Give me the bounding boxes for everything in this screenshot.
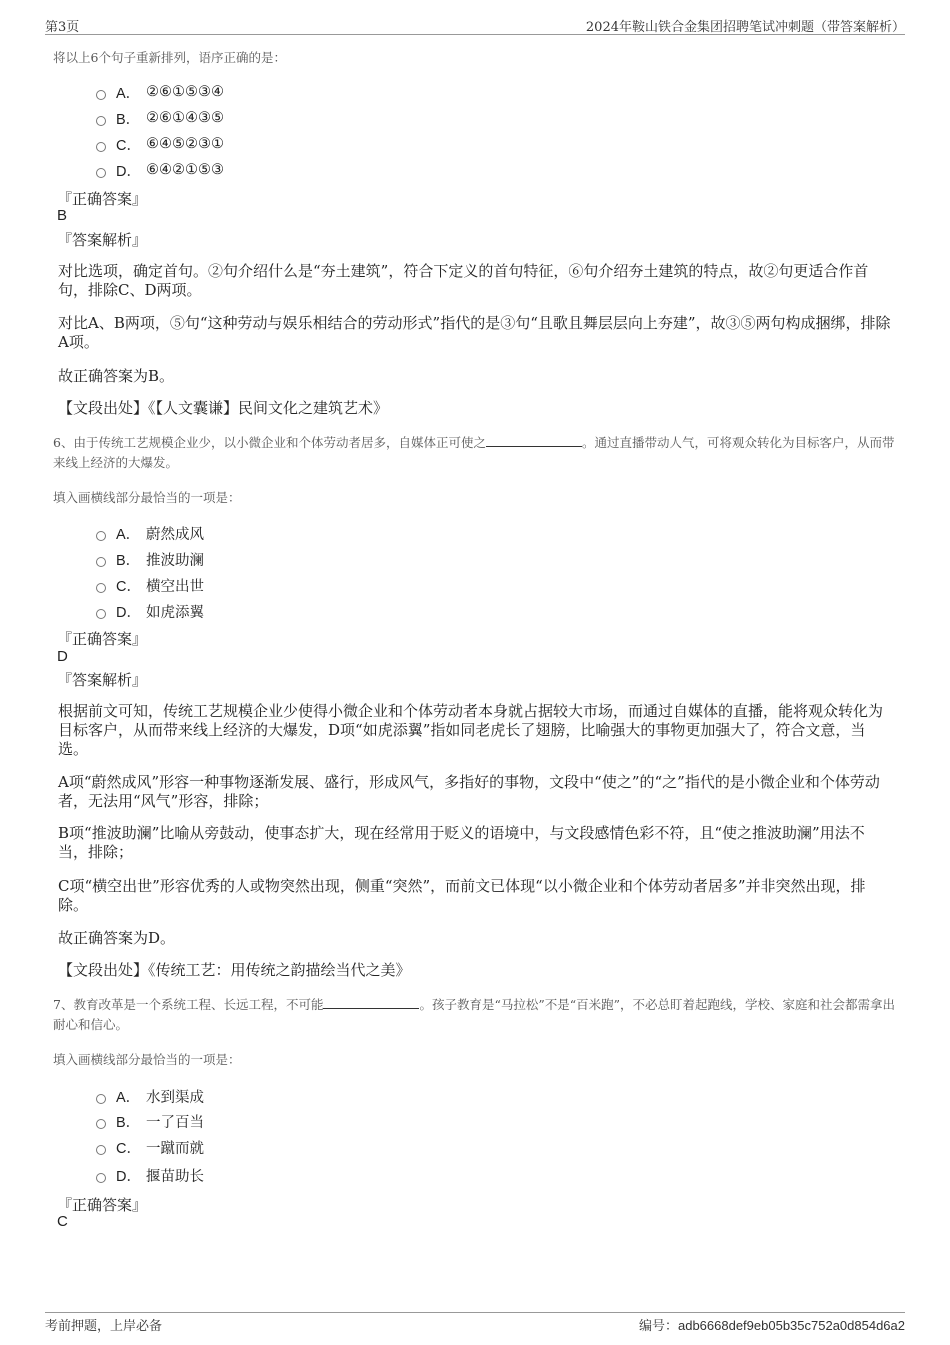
q6-analysis-paragraph: C项“横空出世”形容优秀的人或物突然出现，侧重“突然”，而前文已体现“以小微企业和个体劳动者居多”并非突然出现，排除。 bbox=[58, 877, 866, 914]
q6-answer: D bbox=[57, 648, 68, 665]
q7-option-c[interactable] bbox=[96, 1137, 204, 1157]
radio-button-icon[interactable] bbox=[96, 90, 106, 100]
option-letter: D． bbox=[116, 163, 141, 180]
option-text: 一蹴而就 bbox=[146, 1140, 204, 1157]
q5-answer: B bbox=[57, 207, 68, 224]
option-text: ②⑥①⑤③④ bbox=[146, 84, 224, 100]
option-text: ⑥④⑤②③① bbox=[146, 136, 224, 152]
option-text: 一了百当 bbox=[146, 1114, 204, 1131]
q5-prompt: 将以上6个句子重新排列，语序正确的是： bbox=[53, 50, 286, 65]
q6-option-d[interactable] bbox=[96, 601, 204, 621]
option-letter: C． bbox=[116, 1140, 141, 1157]
q5-option-c[interactable] bbox=[96, 134, 224, 154]
option-text: ②⑥①④③⑤ bbox=[146, 110, 224, 126]
option-letter: B． bbox=[116, 552, 141, 569]
q7-option-a[interactable] bbox=[96, 1086, 204, 1106]
fill-blank bbox=[323, 996, 419, 1009]
radio-button-icon[interactable] bbox=[96, 609, 106, 619]
q6-option-b[interactable] bbox=[96, 549, 204, 569]
fill-blank bbox=[486, 434, 582, 447]
q7-stem-after: 。孩子教育是“马拉松”不是“百米跑”，不必总盯着起跑线，学校、家庭和社会都需拿出耐心和信心。 bbox=[53, 997, 896, 1032]
radio-button-icon[interactable] bbox=[96, 1094, 106, 1104]
q6-stem bbox=[53, 433, 898, 473]
q6-prompt: 填入画横线部分最恰当的一项是： bbox=[53, 490, 241, 505]
q7-answer-label: 『正确答案』 bbox=[57, 1196, 148, 1214]
q5-analysis-paragraph: 故正确答案为B。 bbox=[58, 367, 175, 385]
q5-option-a[interactable] bbox=[96, 82, 224, 102]
radio-button-icon[interactable] bbox=[96, 1173, 106, 1183]
q6-analysis-paragraph: B项“推波助澜”比喻从旁鼓动，使事态扩大，现在经常用于贬义的语境中，与文段感情色彩不符，且“使之推波助澜”用法不当，排除； bbox=[58, 824, 865, 861]
q7-prompt: 填入画横线部分最恰当的一项是： bbox=[53, 1052, 241, 1067]
q6-analysis-label: 『答案解析』 bbox=[57, 671, 148, 689]
option-letter: C． bbox=[116, 137, 141, 154]
option-letter: C． bbox=[116, 578, 141, 595]
q5-option-d[interactable] bbox=[96, 160, 224, 180]
q6-stem-before: 6、由于传统工艺规模企业少，以小微企业和个体劳动者居多，自媒体正可使之 bbox=[53, 435, 486, 450]
option-text: 推波助澜 bbox=[146, 552, 204, 569]
q5-analysis-paragraph: 对比选项，确定首句。②句介绍什么是“夯土建筑”，符合下定义的首句特征，⑥句介绍夯土建筑的特点，故②句更适合作首句，排除C、D两项。 bbox=[58, 262, 869, 299]
option-letter: A． bbox=[116, 85, 141, 102]
option-text: ⑥④②①⑤③ bbox=[146, 162, 224, 178]
option-text: 如虎添翼 bbox=[146, 604, 204, 621]
option-text: 横空出世 bbox=[146, 578, 204, 595]
q6-option-c[interactable] bbox=[96, 575, 204, 595]
radio-button-icon[interactable] bbox=[96, 116, 106, 126]
radio-button-icon[interactable] bbox=[96, 1119, 106, 1129]
page-number: 第3页 bbox=[45, 20, 80, 35]
q6-answer-label: 『正确答案』 bbox=[57, 630, 148, 648]
option-letter: A． bbox=[116, 1089, 141, 1106]
q7-answer: C bbox=[57, 1213, 68, 1230]
page-footer bbox=[45, 1312, 905, 1337]
q6-stem-after: 。通过直播带动人气，可将观众转化为目标客户，从而带来线上经济的大爆发。 bbox=[53, 435, 895, 470]
option-letter: D． bbox=[116, 604, 141, 621]
q7-stem-before: 7、教育改革是一个系统工程、长远工程，不可能 bbox=[53, 997, 324, 1012]
option-text: 蔚然成风 bbox=[146, 526, 204, 543]
option-letter: D． bbox=[116, 1168, 141, 1185]
radio-button-icon[interactable] bbox=[96, 557, 106, 567]
q5-option-b[interactable] bbox=[96, 108, 224, 128]
option-letter: B． bbox=[116, 1114, 141, 1131]
q7-option-b[interactable] bbox=[96, 1111, 204, 1131]
document-title: 2024年鞍山铁合金集团招聘笔试冲刺题（带答案解析） bbox=[585, 20, 905, 35]
radio-button-icon[interactable] bbox=[96, 1145, 106, 1155]
q5-analysis-paragraph: 对比A、B两项，⑤句“这种劳动与娱乐相结合的劳动形式”指代的是③句“且歌且舞层层向上夯建”，故③⑤两句构成捆绑，排除A项。 bbox=[58, 314, 891, 351]
footer-motto: 考前押题，上岸必备 bbox=[45, 1319, 163, 1334]
option-text: 揠苗助长 bbox=[146, 1168, 204, 1185]
q7-option-d[interactable] bbox=[96, 1165, 204, 1185]
q6-analysis-paragraph: 故正确答案为D。 bbox=[58, 929, 176, 947]
option-text: 水到渠成 bbox=[146, 1089, 204, 1106]
q6-option-a[interactable] bbox=[96, 523, 204, 543]
q6-source: 【文段出处】《传统工艺：用传统之韵描绘当代之美》 bbox=[58, 961, 411, 979]
q5-analysis-label: 『答案解析』 bbox=[57, 231, 148, 249]
q5-answer-label: 『正确答案』 bbox=[57, 190, 148, 208]
page-header bbox=[45, 14, 905, 35]
radio-button-icon[interactable] bbox=[96, 531, 106, 541]
q7-stem bbox=[53, 995, 898, 1035]
radio-button-icon[interactable] bbox=[96, 583, 106, 593]
document-code: 编号：adb6668def9eb05b35c752a0d854d6a2 bbox=[638, 1318, 905, 1333]
q5-source: 【文段出处】《【人文囊谦】民间文化之建筑艺术》 bbox=[58, 399, 389, 417]
q6-analysis-paragraph: A项“蔚然成风”形容一种事物逐渐发展、盛行，形成风气，多指好的事物，文段中“使之”的“之”指代的是小微企业和个体劳动者，无法用“风气”形容，排除； bbox=[58, 773, 880, 810]
option-letter: A． bbox=[116, 526, 141, 543]
option-letter: B． bbox=[116, 111, 141, 128]
q6-analysis-paragraph: 根据前文可知，传统工艺规模企业少使得小微企业和个体劳动者本身就占据较大市场，而通过自媒体的直播，能将观众转化为目标客户，从而带来线上经济的大爆发，D项“如虎添翼”指如同老虎长了翅膀，比喻强大的事物更加强大了，符合文意，当选。 bbox=[58, 702, 884, 758]
radio-button-icon[interactable] bbox=[96, 142, 106, 152]
radio-button-icon[interactable] bbox=[96, 168, 106, 178]
